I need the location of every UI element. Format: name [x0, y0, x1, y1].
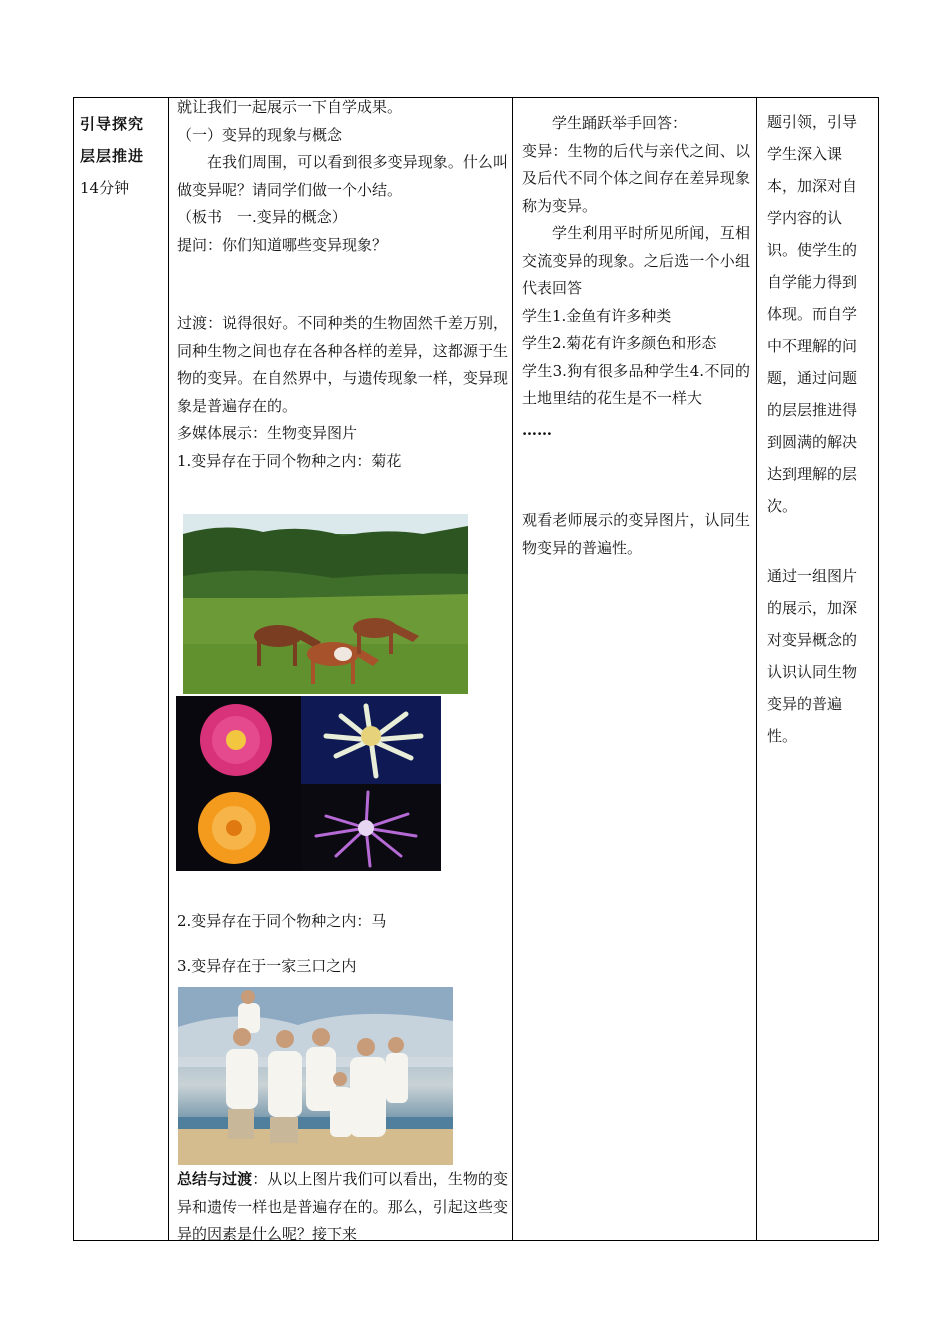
- family-photo: [178, 987, 453, 1165]
- summary-block: [177, 1166, 508, 1249]
- question-text: 提问：你们知道哪些变异现象？: [177, 235, 388, 254]
- teacher-activity-cell: [177, 94, 508, 259]
- summary-paragraph: [177, 1166, 508, 1249]
- items-block-3: [177, 953, 508, 981]
- student-answer-3-4: 学生3.狗有很多品种学生4.不同的土地里结的花生是不一样大: [522, 361, 750, 407]
- design-intent-2: 通过一组图片的展示，加深对变异概念的认识认同生物变异的普遍性。: [767, 567, 858, 745]
- summary-text: ：从以上图片我们可以看出，生物的变异和遗传一样也是普遍存在的。那么，引起这些变异的因素是什么呢？接下来: [177, 1170, 508, 1243]
- intro-text: 就让我们一起展示一下自学成果。: [177, 98, 403, 116]
- stage-cell: [80, 108, 166, 204]
- student-activity-cell: [522, 110, 750, 444]
- student-exchange: 学生利用平时所见所闻，互相交流变异的现象。之后选一个小组代表回答: [522, 224, 750, 297]
- transition-text: 过渡：说得很好。不同种类的生物固然千差万别，同种生物之间也存在各种各样的差异，这都源于生物的变异。在自然界中，与遗传现象一样，变异现象是普遍存在的。: [177, 314, 508, 415]
- horses-photo: [183, 514, 468, 694]
- summary-label: 总结与过渡: [177, 1170, 253, 1188]
- chrysanthemum-photo: [176, 696, 441, 871]
- column-divider: [756, 97, 757, 1241]
- design-intent-cell: [767, 106, 871, 522]
- design-intent-1: 题引领，引导学生深入课本，加深对自学内容的认识。使学生的自学能力得到体现。而自学中不理解的问题，通过问题的层层推进得到圆满的解决达到理解的层次。: [767, 113, 858, 515]
- multimedia-text: 多媒体展示：生物变异图片: [177, 424, 358, 442]
- student-observe: 观看老师展示的变异图片，认同生物变异的普遍性。: [522, 511, 750, 557]
- variation-item-2: 2.变异存在于同个物种之内：马: [177, 912, 387, 930]
- items-block: [177, 908, 508, 936]
- variation-definition: 变异：生物的后代与亲代之间、以及后代不同个体之间存在差异现象称为变异。: [522, 141, 750, 215]
- variation-item-3: 3.变异存在于一家三口之内: [177, 957, 357, 975]
- student-answer-2: 学生2.菊花有许多颜色和形态: [522, 334, 717, 352]
- ellipsis: ……: [522, 420, 552, 439]
- concept-paragraph: 在我们周围，可以看到很多变异现象。什么叫做变异呢？请同学们做一个小结。: [177, 153, 508, 199]
- variation-item-1: 1.变异存在于同个物种之内：菊花: [177, 451, 402, 470]
- column-divider: [168, 97, 169, 1241]
- transition-block: [177, 310, 508, 475]
- board-note: （板书 一.变异的概念）: [177, 208, 347, 226]
- student-raise-hands: 学生踊跃举手回答：: [552, 114, 688, 132]
- student-observe-block: [522, 507, 750, 562]
- stage-title-line2: 层层推进: [80, 147, 145, 165]
- stage-title-line1: 引导探究: [80, 115, 145, 133]
- column-divider: [512, 97, 513, 1241]
- student-answer-1: 学生1.金鱼有许多种类: [522, 306, 672, 325]
- design-intent-block-2: [767, 560, 871, 752]
- section-heading: （一）变异的现象与概念: [177, 125, 343, 144]
- stage-duration: 14分钟: [80, 179, 130, 197]
